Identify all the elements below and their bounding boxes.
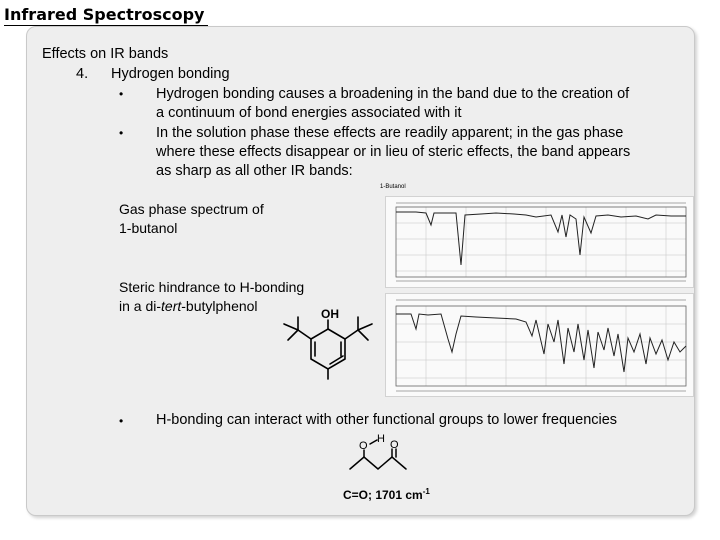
- gas-phase-caption-line-1: Gas phase spectrum of: [119, 201, 264, 217]
- phenol-spectrum-plot: [386, 294, 693, 396]
- bullet-2-line-2: where these effects disappear or in lieu of steric effects, the band appears: [156, 144, 631, 160]
- bullet-2-line-1: In the solution phase these effects are readily apparent; in the gas phase: [156, 125, 624, 141]
- hydroxy-ketone-structure: [338, 431, 418, 479]
- bullet-marker-1: •: [119, 87, 124, 101]
- steric-caption-line-2: in a di-tert-butylphenol: [119, 298, 258, 314]
- item-title: Hydrogen bonding: [111, 66, 230, 82]
- carbonyl-oxygen-label: O: [390, 439, 399, 451]
- di-tert-butylphenol-structure: [274, 302, 384, 382]
- phenol-spectrum: [385, 293, 694, 397]
- section-heading: Effects on IR bands: [42, 46, 169, 62]
- gas-phase-spectrum-plot: [386, 197, 693, 287]
- hydroxyl-hydrogen-label: H: [377, 433, 385, 445]
- bullet-1-line-2: a continuum of bond energies associated with it: [156, 105, 462, 121]
- gas-phase-caption: [119, 200, 264, 238]
- di-tert-butylphenol-drawing: [274, 302, 384, 382]
- bullet-3-text: H-bonding can interact with other functional groups to lower frequencies: [156, 412, 618, 428]
- bullet-marker-3: •: [119, 414, 124, 428]
- steric-caption-line-1: Steric hindrance to H-bonding: [119, 279, 305, 295]
- hydroxy-ketone-drawing: [338, 431, 418, 479]
- phenol-oh-label: OH: [321, 307, 339, 321]
- item-number: 4.: [76, 66, 89, 82]
- bullet-1-line-1: Hydrogen bonding causes a broadening in the band due to the creation of: [156, 86, 630, 102]
- gas-phase-spectrum: [385, 196, 694, 288]
- slide-title: Infrared Spectroscopy: [4, 5, 208, 26]
- gas-spectrum-label: 1-Butanol: [380, 184, 406, 190]
- carbonyl-frequency-caption: C=O; 1701 $cm^{-1}$: [343, 487, 430, 502]
- bullet-2-line-3: as sharp as all other IR bands:: [156, 163, 353, 179]
- bullet-marker-2: •: [119, 126, 124, 140]
- hydroxyl-oxygen-label: O: [359, 440, 368, 452]
- gas-phase-caption-line-2: 1-butanol: [119, 220, 178, 236]
